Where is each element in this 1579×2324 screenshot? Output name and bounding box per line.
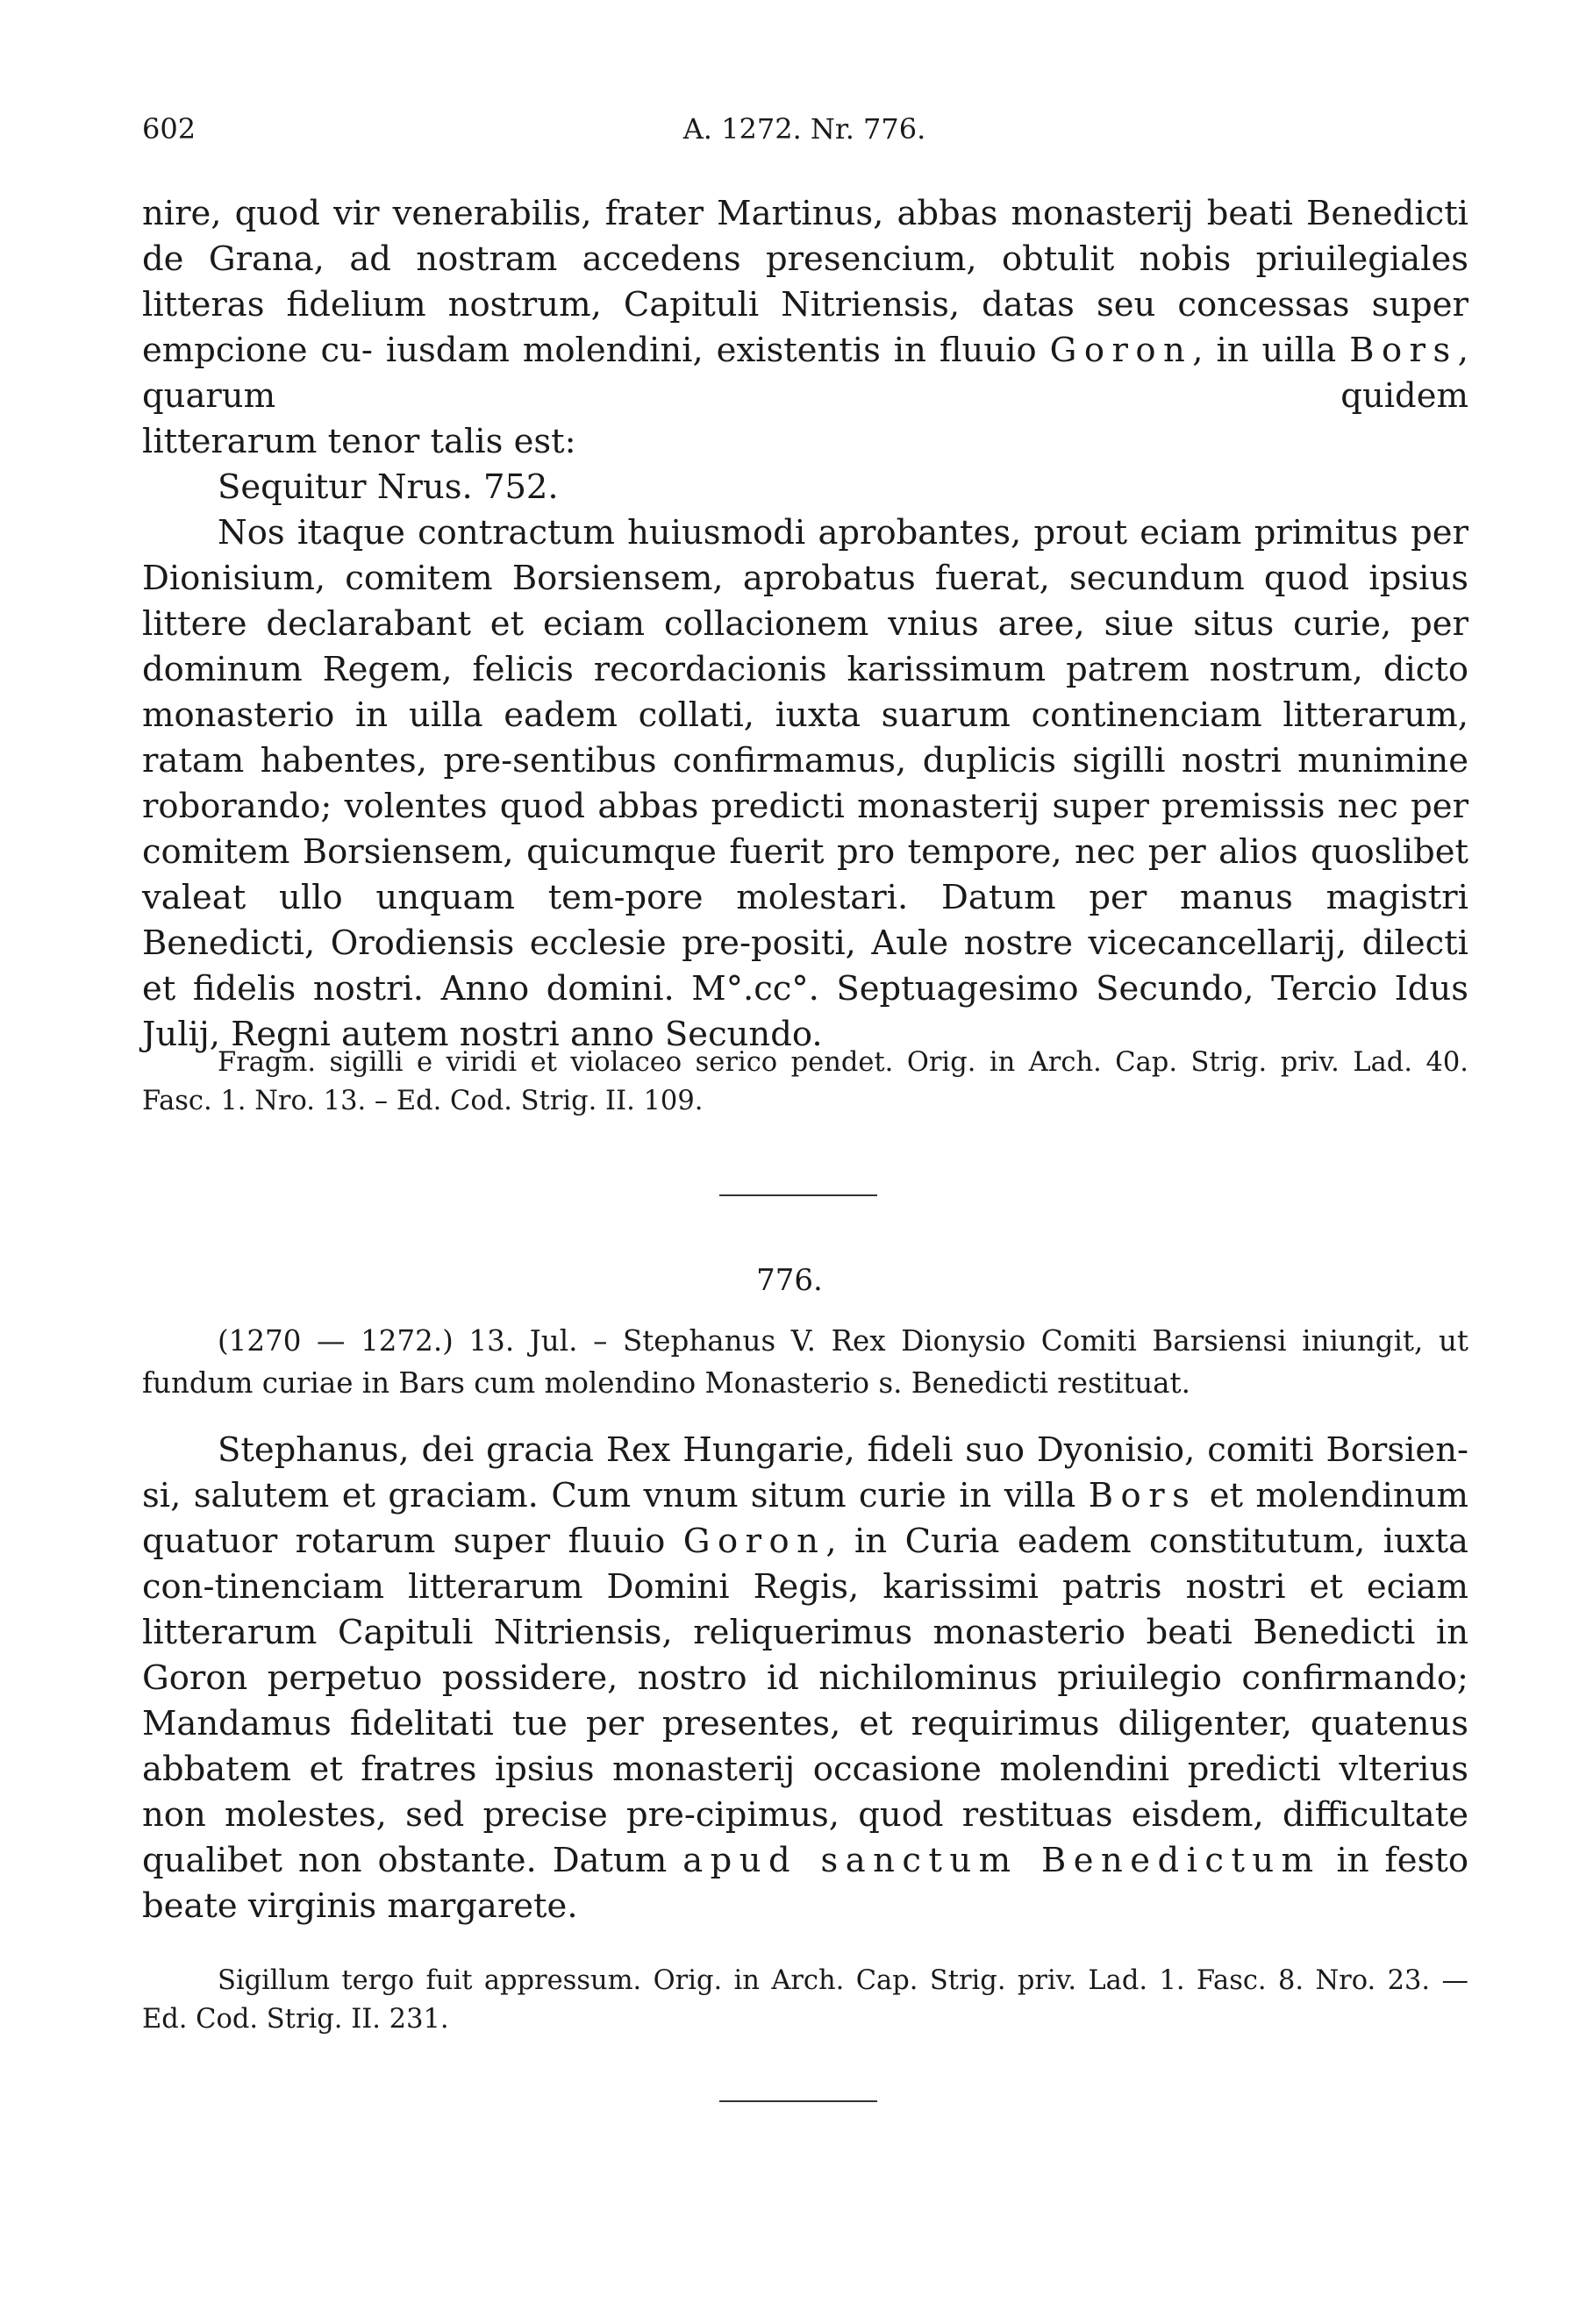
source-note-2 <box>142 1962 1468 2039</box>
line-4a: iusdam molendini, existentis in fluuio <box>385 331 1050 370</box>
source-note-1 <box>142 1044 1468 1121</box>
opening-paragraph <box>142 191 1468 419</box>
line-4c: , quarum quidem <box>142 331 1468 416</box>
line-1: nire, quod vir venerabilis, frater Martinus, abbas monasterij beati Benedicti <box>142 194 1468 233</box>
place-goron-2: Goron <box>682 1522 826 1561</box>
opening-last-line <box>142 419 1468 465</box>
sequitur-line: Sequitur Nrus. 752. <box>218 467 559 507</box>
line-2: de Grana, ad nostram accedens presencium, obtulit nobis priuilegiales litteras <box>142 239 1468 324</box>
place-bors-2: Bors <box>1088 1476 1197 1515</box>
document-number: 776. <box>756 1263 823 1298</box>
line-4b: , in uilla <box>1192 331 1350 370</box>
line-3: fidelium nostrum, Capituli Nitriensis, datas seu concessas super empcione cu- <box>142 285 1468 370</box>
line-5: litterarum tenor talis est: <box>142 422 576 461</box>
charter-paragraph <box>142 1428 1468 1929</box>
charter-part-a: Stephanus, dei gracia Rex Hungarie, fideli suo Dyonisio, comiti Borsien-si, salutem et graciam. Cum vnum situm curie in villa <box>142 1430 1468 1515</box>
regest-text: (1270 — 1272.) 13. Jul. – Stephanus V. Rex Dionysio Comiti Barsiensi iniungit, ut fundum curiae in Bars cum molendino Monasterio s. Benedicti restituat. <box>142 1324 1468 1400</box>
running-title: A. 1272. Nr. 776. <box>682 112 926 146</box>
charter-part-c: , in Curia eadem constitutum, iuxta con-tinenciam litterarum Domini Regis, karissimi patris nostri et eciam litterarum Capituli Nitriensis, reliquerimus monasterio beati Benedicti in Goron perpetuo possidere, nostro id nichilominus priuilegio confirmando; Mandamus fidelitati tue per presentes, et requirimus diligenter, quatenus abbatem et fratres ipsius monasterij occasione molendini predicti vlterius non molestes, sed precise pre-cipimus, quod restituas eisdem, difficultate qualibet non obstante. Datum <box>142 1522 1468 1880</box>
source-note-1-text: Fragm. sigilli e viridi et violaceo serico pendet. Orig. in Arch. Cap. Strig. priv. Lad. 40. Fasc. 1. Nro. 13. – Ed. Cod. Strig. II. 109. <box>142 1047 1468 1116</box>
source-note-2-text: Sigillum tergo fuit appressum. Orig. in Arch. Cap. Strig. priv. Lad. 1. Fasc. 8. Nro. 23. — Ed. Cod. Strig. II. 231. <box>142 1965 1468 2035</box>
regest <box>142 1320 1468 1404</box>
running-head <box>142 112 1467 147</box>
page-number: 602 <box>142 112 196 146</box>
place-apud-benedictum: apud sanctum Benedictum <box>682 1841 1321 1880</box>
place-bors: Bors <box>1349 331 1458 370</box>
charter-part-d: in festo beate virginis margarete. <box>142 1841 1468 1926</box>
charter-text-continued <box>142 191 1468 1058</box>
section-divider-1 <box>719 1194 877 1196</box>
section-divider-2 <box>719 2100 877 2102</box>
place-goron: Goron <box>1049 331 1193 370</box>
confirmation-paragraph: Nos itaque contractum huiusmodi aprobantes, prout eciam primitus per Dionisium, comitem Borsiensem, aprobatus fuerat, secundum quod ipsius littere declarabant et eciam collacionem vnius aree, siue situs curie, per dominum Regem, felicis recordacionis karissimum patrem nostrum, dicto monasterio in uilla eadem collati, iuxta suarum continenciam litterarum, ratam habentes, pre-sentibus confirmamus, duplicis sigilli nostri munimine roborando; volentes quod abbas predicti monasterij super premissis nec per comitem Borsiensem, quicumque fuerit pro tempore, nec per alios quoslibet valeat ullo unquam tem-pore molestari. Datum per manus magistri Benedicti, Orodiensis ecclesie pre-positi, Aule nostre vicecancellarij, dilecti et fidelis nostri. Anno domini. M°.cc°. Septuagesimo Secundo, Tercio Idus Julij, Regni autem nostri anno Secundo. <box>142 513 1468 1054</box>
charter-text-776 <box>142 1428 1468 1929</box>
charter-part-b: et molendinum quatuor rotarum super fluuio <box>142 1476 1469 1561</box>
